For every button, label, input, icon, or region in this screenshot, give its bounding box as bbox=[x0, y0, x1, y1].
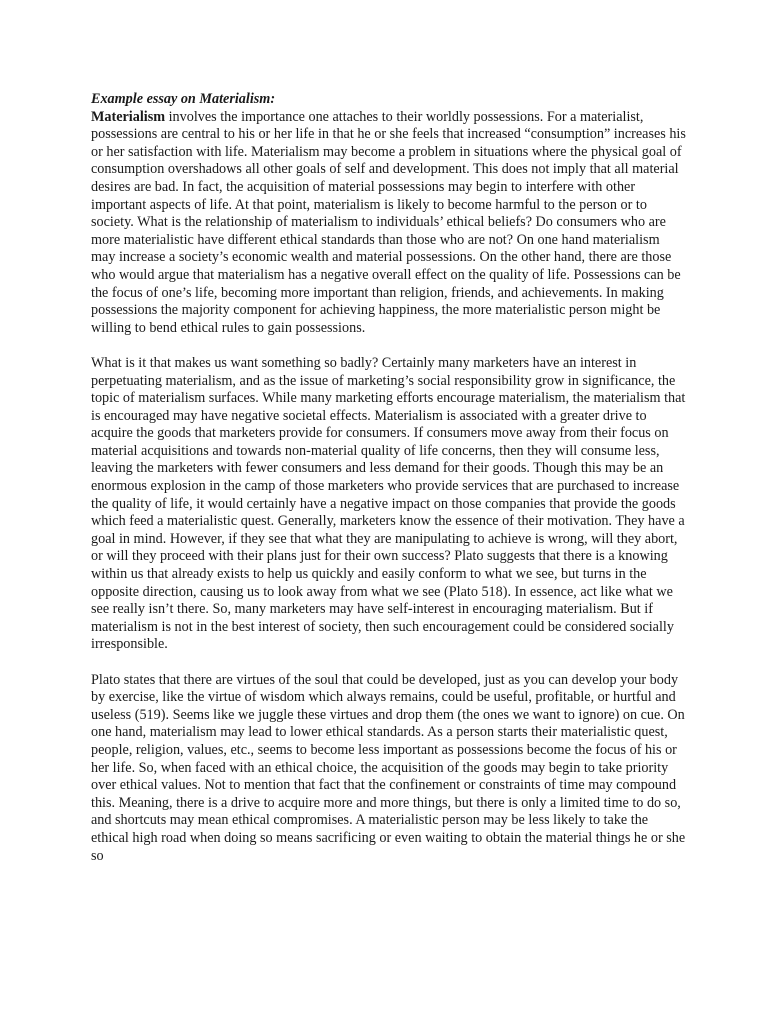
paragraph-1 bbox=[91, 109, 687, 338]
essay-heading: Example essay on Materialism: bbox=[91, 91, 276, 107]
document-page bbox=[91, 91, 687, 883]
lead-term: Materialism bbox=[91, 108, 166, 125]
paragraph-3: Plato states that there are virtues of the soul that could be developed, just as you can develop your body by exercise, like the virtue of wisdom which always remains, could be useful, profitable, or hurtful and useless (519). Seems like we juggle these virtues and drop them (the ones we want to ignore) on cue. On one hand, materialism may lead to lower ethical standards. As a person starts their materialistic quest, people, religion, values, etc., seems to become less important as possessions become the focus of his or her life. So, when faced with an ethical choice, the acquisition of the goods may begin to take priority over ethical values. Not to mention that fact that the confinement or constraints of time may compound this. Meaning, there is a drive to acquire more and more things, but there is only a limited time to do so, and shortcuts may mean ethical compromises. A materialistic person may be less likely to take the ethical high road when doing so means sacrificing or even waiting to obtain the material things he or she so bbox=[91, 671, 686, 864]
paragraph-2: What is it that makes us want something so badly? Certainly many marketers have an interest in perpetuating materialism, and as the issue of marketing’s social responsibility grow in significance, the topic of materialism surfaces. While many marketing efforts encourage materialism, the materialism that is encouraged may have negative societal effects. Materialism is associated with a greater drive to acquire the goods that marketers provide for consumers. If consumers move away from their focus on material acquisitions and towards non-material quality of life concerns, then they will consume less, leaving the marketers with fewer consumers and less demand for their goods. Though this may be an enormous explosion in the camp of those marketers who provide services that are purchased to increase the quality of life, it would certainly have a negative impact on those companies that provide the goods which feed a materialistic quest. Generally, marketers know the essence of their motivation. They have a goal in mind. However, if they see that what they are manipulating to achieve is wrong, will they abort, or will they proceed with their plans just for their own success? Plato suggests that there is a knowing within us that already exists to help us quickly and easily conform to what we see, but turns in the opposite direction, causing us to look away from what we see (Plato 518). In essence, act like what we see really isn’t there. So, many marketers may have self-interest in encouraging materialism. But if materialism is not in the best interest of society, then such encouragement could be considered socially irresponsible. bbox=[91, 354, 686, 653]
paragraph-1-text: involves the importance one attaches to their worldly possessions. For a materialist, possessions are central to his or her life in that he or she feels that increased “consumption” increases his or her satisfaction with life. Materialism may become a problem in situations where the physical goal of consumption overshadows all other goals of self and development. This does not imply that all material desires are bad. In fact, the acquisition of material possessions may begin to interfere with other important aspects of life. At that point, materialism is likely to become harmful to the person or to society. What is the relationship of materialism to individuals’ ethical beliefs? Do consumers who are more materialistic have different ethical standards than those who are not? On one hand materialism may increase a society’s economic wealth and material possessions. On the other hand, there are those who would argue that materialism has a negative overall effect on the quality of life. Possessions can be the focus of one’s life, becoming more important than religion, friends, and achievements. In making possessions the majority component for achieving happiness, the more materialistic person might be willing to bend ethical rules to gain possessions. bbox=[91, 108, 686, 336]
